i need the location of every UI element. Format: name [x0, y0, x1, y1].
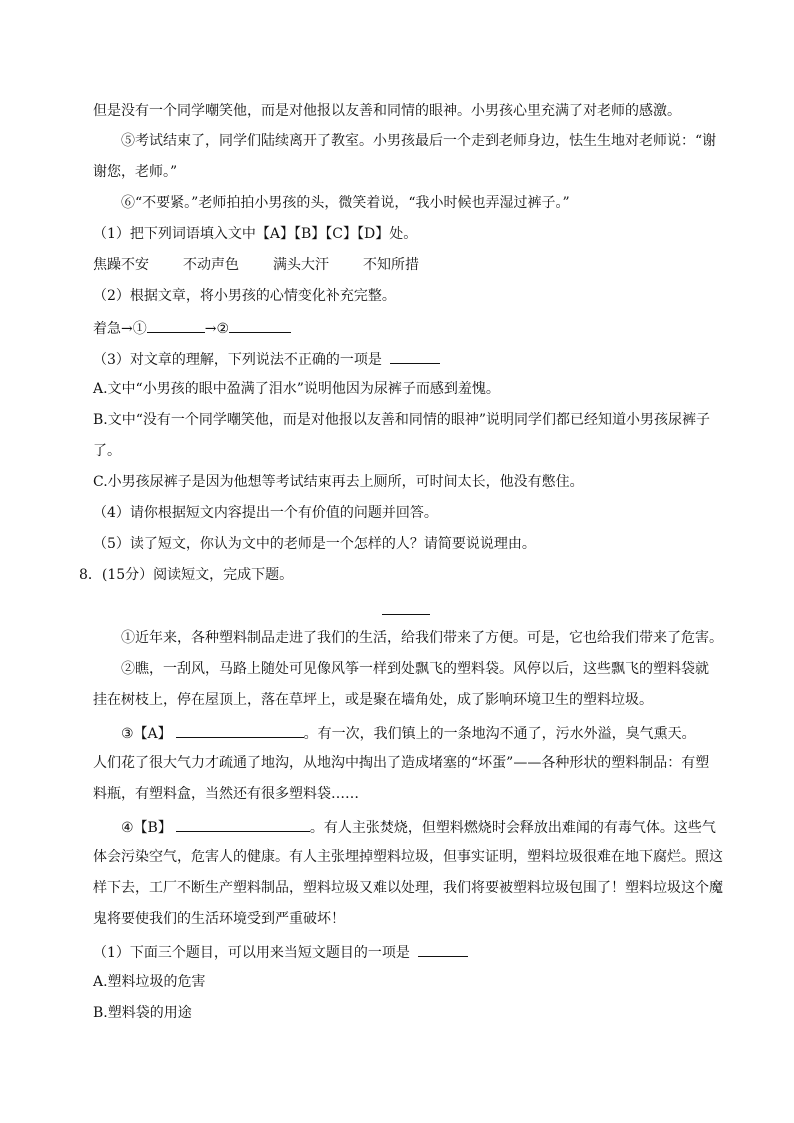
passage-paragraph-4-text: 。有人主张焚烧，但塑料燃烧时会释放出难闻的有毒气体。这些气 [309, 820, 716, 836]
option-c: C.小男孩尿裤子是因为他想等考试结束再去上厕所，可时间太长，他没有憋住。 [93, 474, 584, 490]
section8-option-b: B.塑料袋的用途 [93, 1005, 192, 1021]
mood-arrow-2: →② [204, 321, 230, 337]
story-paragraph-4-tail: 但是没有一个同学嘲笑他，而是对他报以友善和同情的眼神。小男孩心里充满了对老师的感激。 [93, 103, 681, 119]
passage-paragraph-2-cont: 挂在树枝上，停在屋顶上，落在草坪上，或是聚在墙角处，成了影响环境卫生的塑料垃圾。 [93, 692, 653, 708]
question-5: （5）读了短文，你认为文中的老师是一个怎样的人？请简要说说理由。 [93, 536, 536, 552]
answer-blank-b[interactable] [176, 816, 310, 832]
passage-paragraph-4 [121, 816, 733, 836]
word-2: 不动声色 [183, 257, 239, 273]
option-b: B.文中“没有一个同学嘲笑他，而是对他报以友善和同情的眼神”说明同学们都已经知道小男孩尿裤子 [93, 412, 711, 428]
question-4: （4）请你根据短文内容提出一个有价值的问题并回答。 [93, 505, 438, 521]
passage-paragraph-1: ①近年来，各种塑料制品走进了我们的生活，给我们带来了方便。可是，它也给我们带来了危害。 [121, 630, 723, 646]
passage-paragraph-2: ②瞧，一刮风，马路上随处可见像风筝一样到处飘飞的塑料袋。风停以后，这些飘飞的塑料袋就 [121, 661, 709, 677]
answer-blank-1[interactable] [147, 317, 205, 333]
story-paragraph-5: ⑤考试结束了，同学们陆续离开了教室。小男孩最后一个走到老师身边，怯生生地对老师说：“谢 [121, 133, 717, 149]
section8-question-1: （1）下面三个题目，可以用来当短文题目的一项是 [93, 945, 410, 961]
mood-start: 着急→① [93, 321, 147, 337]
answer-blank-q3[interactable] [390, 348, 440, 364]
passage-paragraph-4-cont-1: 体会污染空气，危害人的健康。有人主张埋掉塑料垃圾，但事实证明，塑料垃圾很难在地下腐烂。照这 [93, 849, 723, 865]
mood-change-line [93, 317, 733, 337]
section8-question-1-line [93, 941, 733, 961]
section8-option-a: A.塑料垃圾的危害 [93, 974, 206, 990]
passage-paragraph-3-text: 。有一次，我们镇上的一条地沟不通了，污水外溢，臭气熏天。 [303, 726, 696, 742]
passage-paragraph-3 [121, 722, 733, 742]
passage-paragraph-3-cont-2: 料瓶，有塑料盒，当然还有很多塑料袋…… [93, 786, 359, 802]
option-a: A.文中“小男孩的眼中盈满了泪水”说明他因为尿裤子而感到羞愧。 [93, 381, 500, 397]
passage-paragraph-3-cont-1: 人们花了很大气力才疏通了地沟，从地沟中掏出了造成堵塞的“坏蛋”——各种形状的塑料制品：有塑 [93, 755, 710, 771]
question-2: （2）根据文章，将小男孩的心情变化补充完整。 [93, 288, 396, 304]
word-1: 焦躁不安 [93, 257, 149, 273]
story-paragraph-6: ⑥“不要紧。”老师拍拍小男孩的头，微笑着说，“我小时候也弄湿过裤子。” [121, 195, 570, 211]
passage-paragraph-4-cont-2: 样下去，工厂不断生产塑料制品，塑料垃圾又难以处理，我们将要被塑料垃圾包围了！塑料垃圾这个魔 [93, 880, 723, 896]
passage-paragraph-4-cont-3: 鬼将要使我们的生活环境受到严重破坏！ [93, 911, 345, 927]
question-3: （3）对文章的理解，下列说法不正确的一项是 [93, 352, 382, 368]
question-1: （1）把下列词语填入文中【A】【B】【C】【D】处。 [93, 226, 418, 242]
blank-b-label: ④【B】 [121, 820, 172, 836]
option-b-cont: 了。 [93, 443, 121, 459]
question-8-header: 8．(15分）阅读短文，完成下题。 [79, 567, 294, 583]
answer-blank-s8q1[interactable] [418, 941, 468, 957]
answer-blank-2[interactable] [229, 317, 291, 333]
word-bank [93, 255, 733, 275]
question-3-line [93, 348, 733, 368]
blank-a-label: ③【A】 [121, 726, 172, 742]
story-paragraph-5-cont: 谢您，老师。” [93, 164, 178, 180]
word-4: 不知所措 [363, 257, 419, 273]
answer-blank-a[interactable] [176, 722, 304, 738]
word-3: 满头大汗 [273, 257, 329, 273]
title-blank[interactable] [382, 614, 430, 615]
